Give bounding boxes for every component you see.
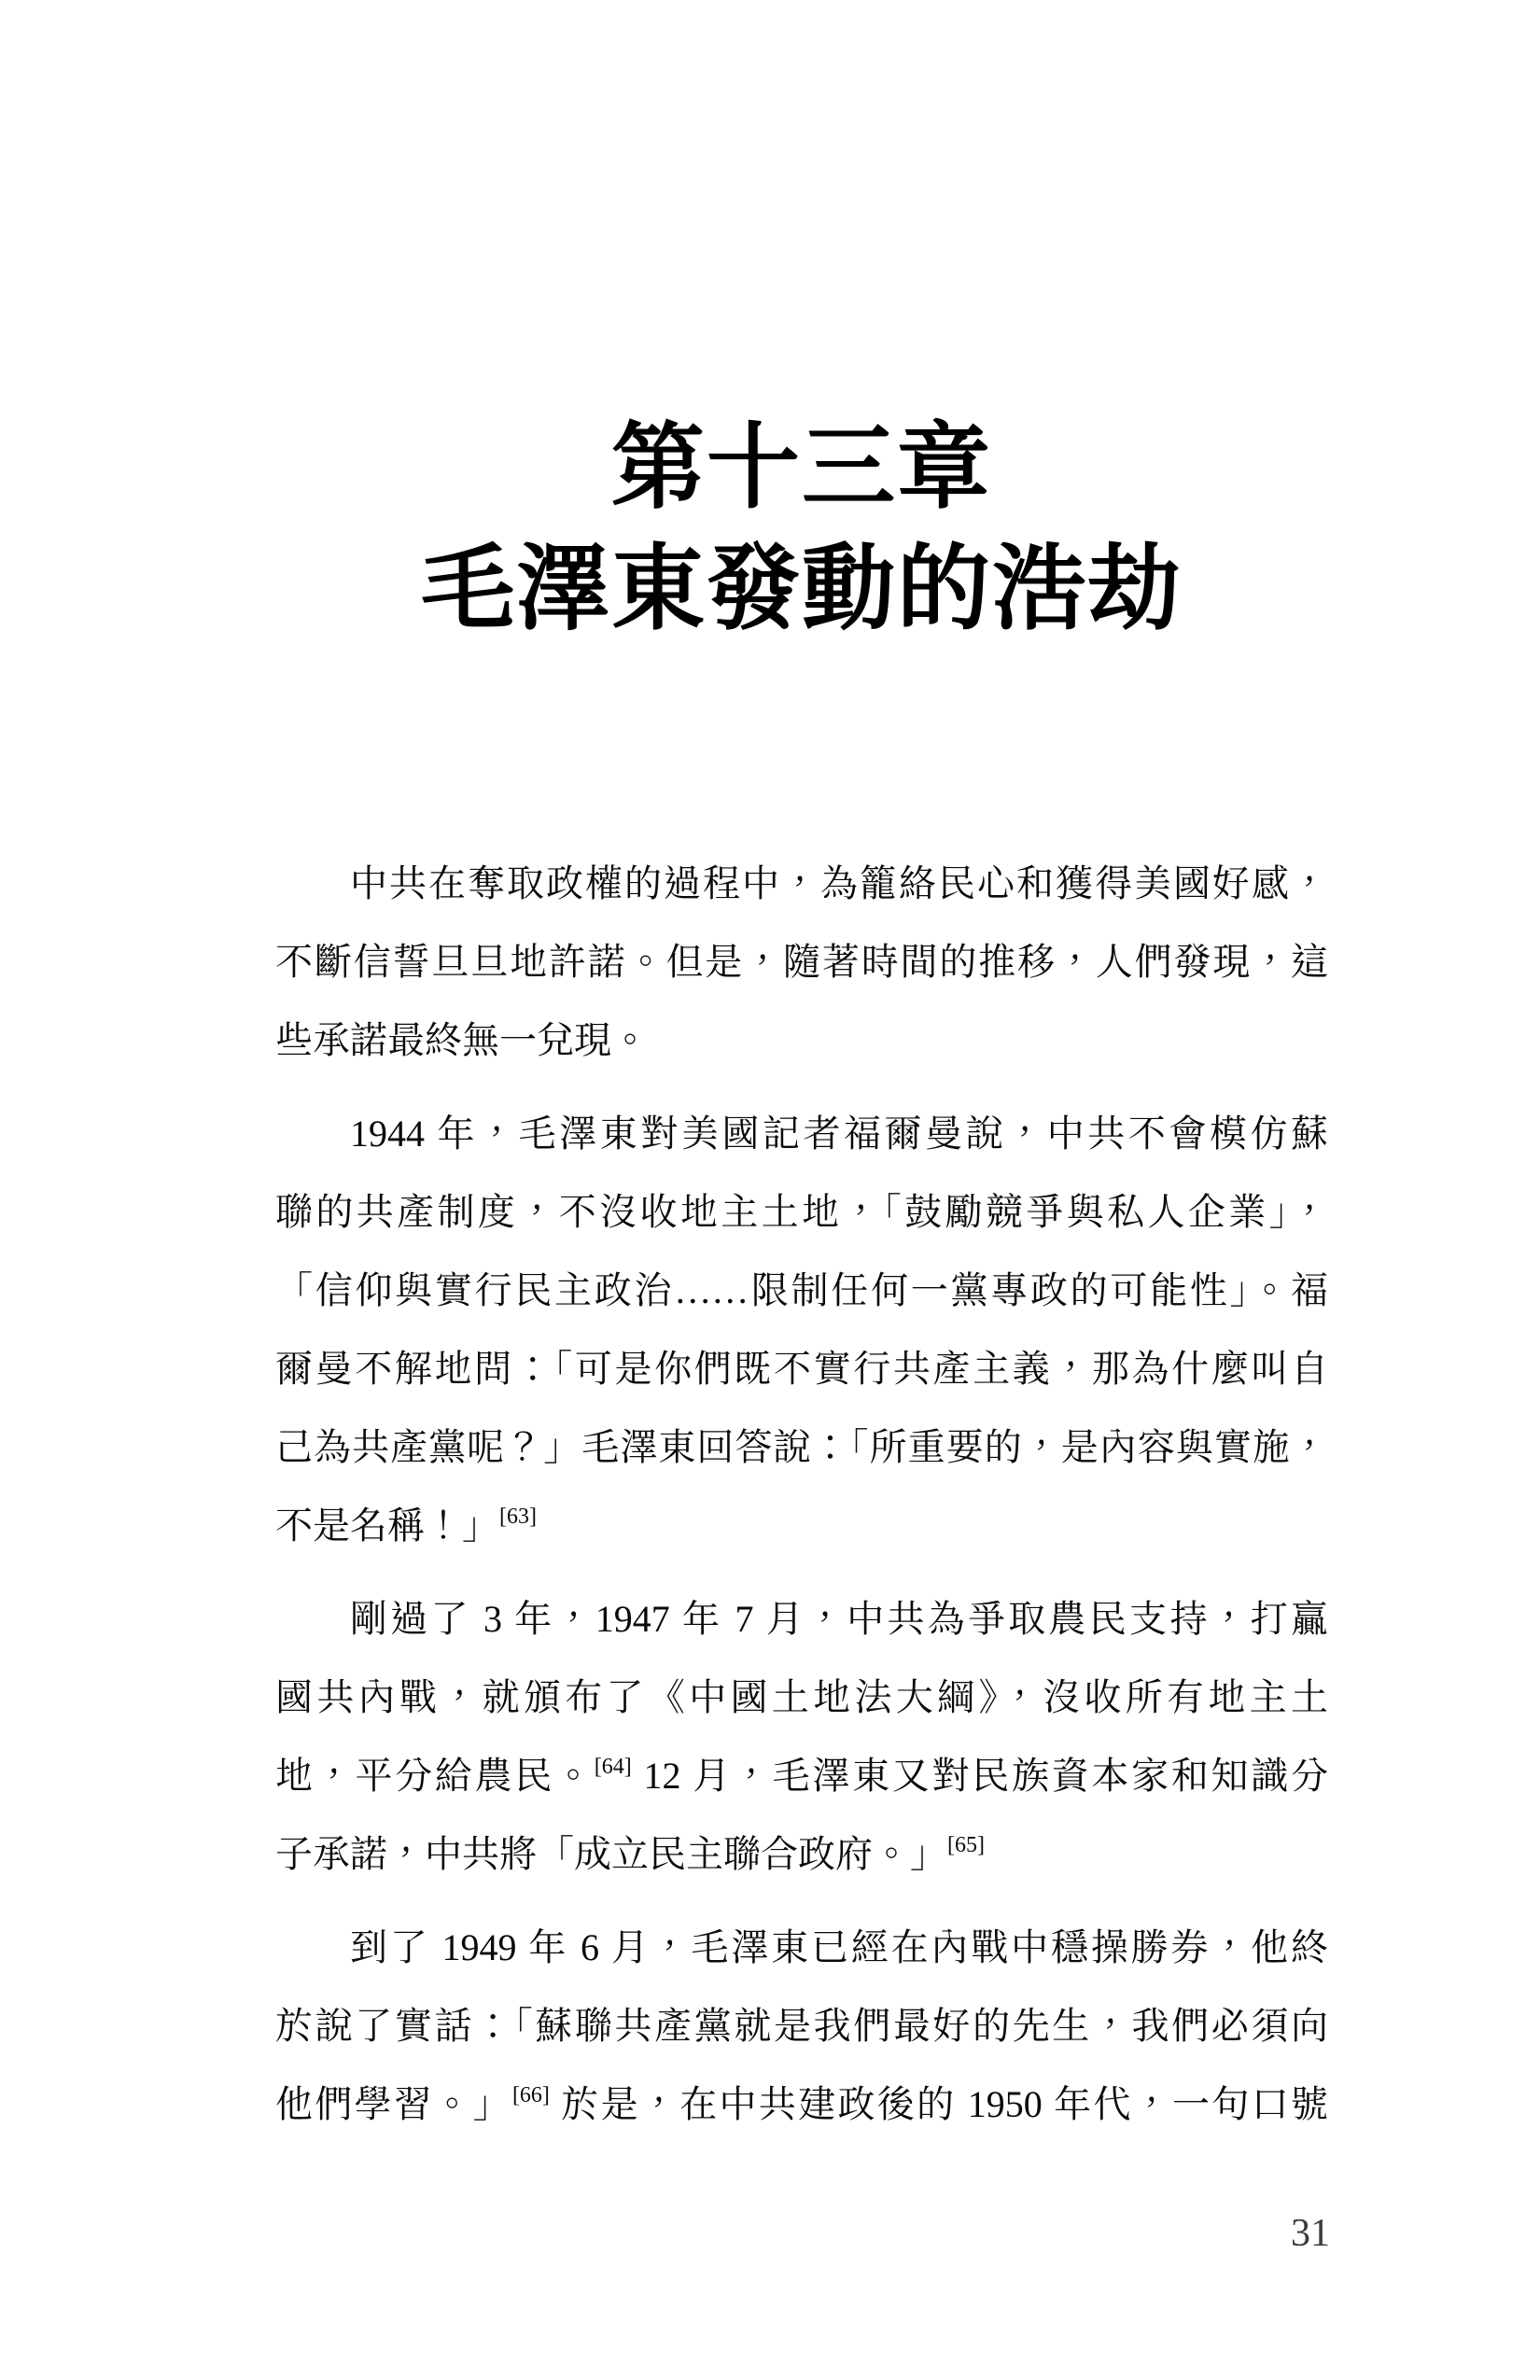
text-line: [275, 2065, 1328, 2144]
paragraph-1: [275, 845, 1328, 1080]
text-segment: 國共內戰，就頒布了《中國土地法大綱》，沒收所有地主土: [275, 1676, 1328, 1718]
chapter-heading: [275, 408, 1328, 651]
text-segment: 12 月，毛澤東又對民族資本家和知識分: [631, 1755, 1329, 1797]
paragraph-4: [275, 1909, 1328, 2144]
text-line: [275, 1580, 1328, 1659]
text-segment: 爾曼不解地問：「可是你們既不實行共產主義，那為什麼叫自: [275, 1348, 1328, 1390]
text-segment: 聯的共產制度，不沒收地主土地，「鼓勵競爭與私人企業」，: [275, 1191, 1328, 1233]
chapter-title-line: 毛澤東發動的浩劫: [421, 538, 1183, 641]
text-line: [275, 1815, 1328, 1894]
footnote-ref: [64]: [594, 1755, 632, 1779]
text-line: [275, 1987, 1328, 2065]
text-line: [275, 1408, 1328, 1487]
text-segment: 中共在奪取政權的過程中，為籠絡民心和獲得美國好感，: [350, 862, 1328, 904]
text-segment: 他們學習。」: [275, 2083, 512, 2125]
text-segment: 地，平分給農民。: [275, 1755, 595, 1797]
text-line: [275, 845, 1328, 923]
text-line: [275, 1909, 1328, 1987]
text-segment: 於說了實話：「蘇聯共產黨就是我們最好的先生，我們必須向: [275, 2005, 1328, 2047]
text-line: [275, 1330, 1328, 1408]
text-segment: 「信仰與實行民主政治……限制任何一黨專政的可能性」。福: [275, 1269, 1328, 1311]
footnote-ref: [65]: [947, 1833, 985, 1857]
text-segment: 不是名稱！」: [275, 1505, 499, 1547]
text-segment: 到了 1949 年 6 月，毛澤東已經在內戰中穩操勝券，他終: [350, 1926, 1328, 1968]
text-segment: 不斷信誓旦旦地許諾。但是，隨著時間的推移，人們發現，這: [275, 941, 1328, 983]
text-line: [275, 1252, 1328, 1330]
paragraph-3: [275, 1580, 1328, 1894]
text-line: [275, 1095, 1328, 1173]
text-line: [275, 1659, 1328, 1737]
footnote-ref: [66]: [511, 2083, 550, 2107]
text-segment: 些承諾最終無一兌現。: [275, 1019, 649, 1061]
text-line: [275, 923, 1328, 1001]
body-text: [275, 845, 1328, 2144]
chapter-number-line: 第十三章: [611, 416, 992, 520]
text-line: [275, 1487, 1328, 1565]
text-segment: 於是，在中共建政後的 1950 年代，一句口號: [549, 2083, 1329, 2125]
text-line: [275, 1001, 1328, 1080]
text-segment: 剛過了 3 年，1947 年 7 月，中共為爭取農民支持，打贏: [350, 1598, 1328, 1640]
text-segment: 子承諾，中共將「成立民主聯合政府。」: [275, 1833, 947, 1875]
text-line: [275, 1737, 1328, 1815]
text-segment: 1944 年，毛澤東對美國記者福爾曼說，中共不會模仿蘇: [350, 1113, 1328, 1155]
footnote-ref: [63]: [499, 1505, 537, 1529]
paragraph-2: [275, 1095, 1328, 1565]
text-segment: 己為共產黨呢？」毛澤東回答說：「所重要的，是內容與實施，: [275, 1426, 1328, 1468]
text-line: [275, 1173, 1328, 1252]
page-number: 31: [1291, 2212, 1330, 2255]
